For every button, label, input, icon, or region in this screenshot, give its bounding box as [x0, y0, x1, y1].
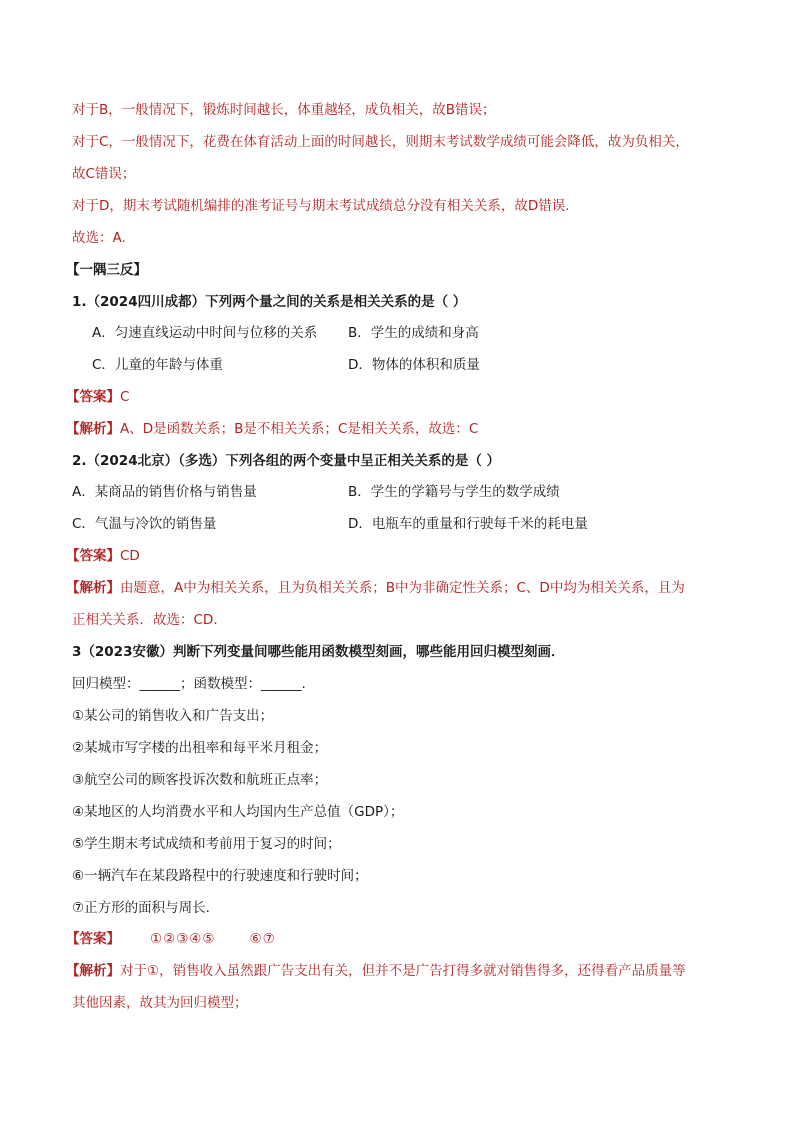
- q1-analysis: [66, 419, 478, 439]
- q3-stem-text: 3（2023安徽）判断下列变量间哪些能用函数模型刻画，哪些能用回归模型刻画．: [72, 644, 565, 660]
- q3-item-1: ①某公司的销售收入和广告支出；: [72, 708, 274, 724]
- q2-stem: [72, 451, 500, 471]
- q3-analysis-label: 【解析】: [66, 963, 120, 979]
- q2-option-b: B．学生的学籍号与学生的数学成绩: [348, 484, 560, 500]
- q1-option-a: A．匀速直线运动中时间与位移的关系: [92, 325, 318, 341]
- q2-analysis-line1: [66, 578, 685, 598]
- q3-answer: [66, 929, 276, 949]
- q2-stem-text: 2.（2024北京）（多选）下列各组的两个变量中呈正相关关系的是（ ）: [72, 453, 501, 469]
- q2-option-c: C．气温与冷饮的销售量: [72, 516, 217, 532]
- q1-analysis-text: A、D是函数关系；B是不相关关系；C是相关关系，故选：C: [120, 421, 479, 437]
- q3-analysis-line2: 其他因素，故其为回归模型；: [72, 995, 248, 1011]
- section-title: 【一隅三反】: [66, 262, 147, 278]
- q1-analysis-label: 【解析】: [66, 421, 120, 437]
- solution-line-c1: 对于C，一般情况下，花费在体育活动上面的时间越长，则期末考试数学成绩可能会降低，故为负相关，: [72, 134, 689, 150]
- solution-choice: 故选：A.: [72, 230, 126, 246]
- q1-option-d: D．物体的体积和质量: [348, 357, 480, 373]
- q3-item-3: ③航空公司的顾客投诉次数和航班正点率；: [72, 772, 328, 788]
- q2-answer: [66, 546, 140, 566]
- q2-option-a: A．某商品的销售价格与销售量: [72, 484, 257, 500]
- q1-option-c: C．儿童的年龄与体重: [92, 357, 223, 373]
- q1-option-b: B．学生的成绩和身高: [348, 325, 479, 341]
- q1-stem: [72, 292, 466, 312]
- q3-item-4: ④某地区的人均消费水平和人均国内生产总值（GDP）；: [72, 804, 404, 820]
- q2-answer-label: 【答案】: [66, 548, 120, 564]
- solution-line-b: 对于B，一般情况下，锻炼时间越长，体重越轻，成负相关，故B错误；: [72, 102, 496, 118]
- q3-item-6: ⑥一辆汽车在某段路程中的行驶速度和行驶时间；: [72, 868, 368, 884]
- q3-answer-function: ⑥⑦: [249, 931, 276, 947]
- q2-analysis-label: 【解析】: [66, 580, 120, 596]
- q2-analysis-line2: 正相关关系．故选：CD.: [72, 612, 218, 628]
- q1-stem-text: 1.（2024四川成都）下列两个量之间的关系是相关关系的是（ ）: [72, 294, 467, 310]
- q3-answer-label: 【答案】: [66, 931, 120, 947]
- q3-stem: [72, 642, 564, 662]
- q3-item-7: ⑦正方形的面积与周长．: [72, 900, 220, 916]
- q2-answer-value: CD: [120, 548, 140, 564]
- q2-analysis-text1: 由题意，A中为相关关系，且为负相关关系；B中为非确定性关系；C、D中均为相关关系，且为: [120, 580, 685, 596]
- solution-line-c2: 故C错误；: [72, 166, 136, 182]
- q2-option-d: D．电瓶车的重量和行驶每千米的耗电量: [348, 516, 588, 532]
- q3-blanks: 回归模型：______；函数模型：______.: [72, 676, 306, 692]
- q1-answer: [66, 387, 129, 407]
- q3-item-2: ②某城市写字楼的出租率和每平米月租金；: [72, 740, 328, 756]
- solution-line-d: 对于D，期末考试随机编排的准考证号与期末考试成绩总分没有相关关系，故D错误.: [72, 198, 570, 214]
- q1-answer-value: C: [120, 389, 130, 405]
- q3-item-5: ⑤学生期末考试成绩和考前用于复习的时间；: [72, 836, 341, 852]
- q3-answer-regression: ①②③④⑤: [150, 931, 216, 947]
- q3-analysis-text1: 对于①，销售收入虽然跟广告支出有关，但并不是广告打得多就对销售得多，还得看产品质量等: [120, 963, 686, 979]
- q3-analysis-line1: [66, 961, 686, 981]
- q1-answer-label: 【答案】: [66, 389, 120, 405]
